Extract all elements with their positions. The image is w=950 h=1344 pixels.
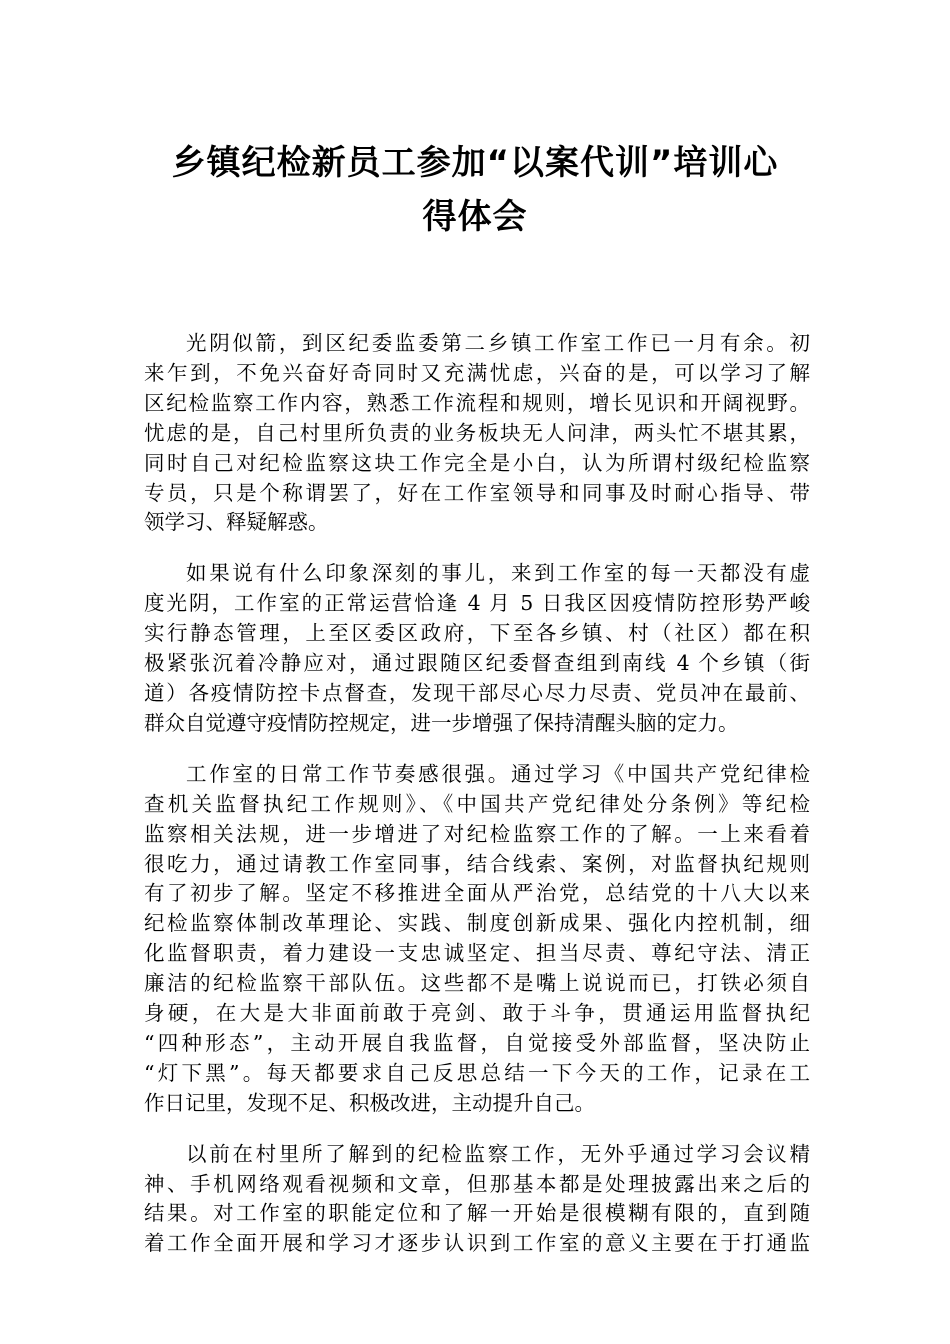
paragraph-line: 专员，只是个称谓罢了，好在工作室领导和同事及时耐心指导、带: [144, 480, 810, 505]
paragraph-line: 度光阴，工作室的正常运营恰逢 4 月 5 日我区因疫情防控形势严峻: [144, 591, 810, 616]
paragraph-line: 着工作全面开展和学习才逐步认识到工作室的意义主要在于打通监: [144, 1231, 810, 1256]
paragraph-line: 身硬，在大是大非面前敢于亮剑、敢于斗争，贯通运用监督执纪: [144, 1001, 810, 1026]
paragraph-line: 来乍到，不免兴奋好奇同时又充满忧虑，兴奋的是，可以学习了解: [144, 360, 810, 385]
body-paragraph: [144, 559, 810, 738]
paragraph-line: 化监督职责，着力建设一支忠诚坚定、担当尽责、尊纪守法、清正: [144, 941, 810, 966]
paragraph-line: 道）各疫情防控卡点督查，发现干部尽心尽力尽责、党员冲在最前、: [144, 680, 810, 705]
paragraph-line: 如果说有什么印象深刻的事儿，来到工作室的每一天都没有虚: [186, 561, 810, 586]
paragraph-line: 同时自己对纪检监察这块工作完全是小白，认为所谓村级纪检监察: [144, 450, 810, 475]
paragraph-line: 神、手机网络观看视频和文章，但那基本都是处理披露出来之后的: [144, 1171, 810, 1196]
body-paragraph: [144, 1140, 810, 1260]
paragraph-line: 工作室的日常工作节奏感很强。通过学习《中国共产党纪律检: [186, 761, 810, 786]
paragraph-line: 忧虑的是，自己村里所负责的业务板块无人问津，两头忙不堪其累，: [144, 420, 810, 445]
paragraph-line: 结果。对工作室的职能定位和了解一开始是很模糊有限的，直到随: [144, 1201, 810, 1226]
paragraph-line: “四种形态”，主动开展自我监督，自觉接受外部监督，坚决防止: [144, 1030, 810, 1055]
paragraph-line: 廉洁的纪检监察干部队伍。这些都不是嘴上说说而已，打铁必须自: [144, 971, 810, 996]
paragraph-line: 有了初步了解。坚定不移推进全面从严治党，总结党的十八大以来: [144, 881, 810, 906]
paragraph-line: 查机关监督执纪工作规则》、《中国共产党纪律处分条例》等纪检: [144, 791, 810, 816]
body-paragraph: [144, 329, 810, 538]
paragraph-line: 领学习、释疑解惑。: [144, 510, 329, 535]
paragraph-line: 区纪检监察工作内容，熟悉工作流程和规则，增长见识和开阔视野。: [144, 390, 810, 415]
paragraph-line: 实行静态管理，上至区委区政府，下至各乡镇、村（社区）都在积: [144, 621, 810, 646]
paragraph-line: 纪检监察体制改革理论、实践、制度创新成果、强化内控机制，细: [144, 911, 810, 936]
paragraph-line: 群众自觉遵守疫情防控规定，进一步增强了保持清醒头脑的定力。: [144, 710, 739, 735]
title-line: 乡镇纪检新员工参加“以案代训”培训心: [171, 143, 779, 183]
paragraph-line: 极紧张沉着冷静应对，通过跟随区纪委督查组到南线 4 个乡镇（街: [144, 651, 810, 676]
paragraph-line: 监察相关法规，进一步增进了对纪检监察工作的了解。一上来看着: [144, 821, 810, 846]
document-title: [120, 136, 830, 244]
body-paragraph: [144, 760, 810, 1119]
paragraph-line: 作日记里，发现不足、积极改进，主动提升自己。: [144, 1090, 595, 1115]
paragraph-line: 很吃力，通过请教工作室同事，结合线索、案例，对监督执纪规则: [144, 851, 810, 876]
document-body: [144, 329, 810, 1280]
paragraph-line: 光阴似箭，到区纪委监委第二乡镇工作室工作已一月有余。初: [186, 331, 810, 355]
paragraph-line: 以前在村里所了解到的纪检监察工作，无外乎通过学习会议精: [186, 1141, 810, 1166]
title-line: 得体会: [422, 197, 528, 237]
paragraph-line: “灯下黑”。每天都要求自己反思总结一下今天的工作，记录在工: [144, 1060, 810, 1085]
